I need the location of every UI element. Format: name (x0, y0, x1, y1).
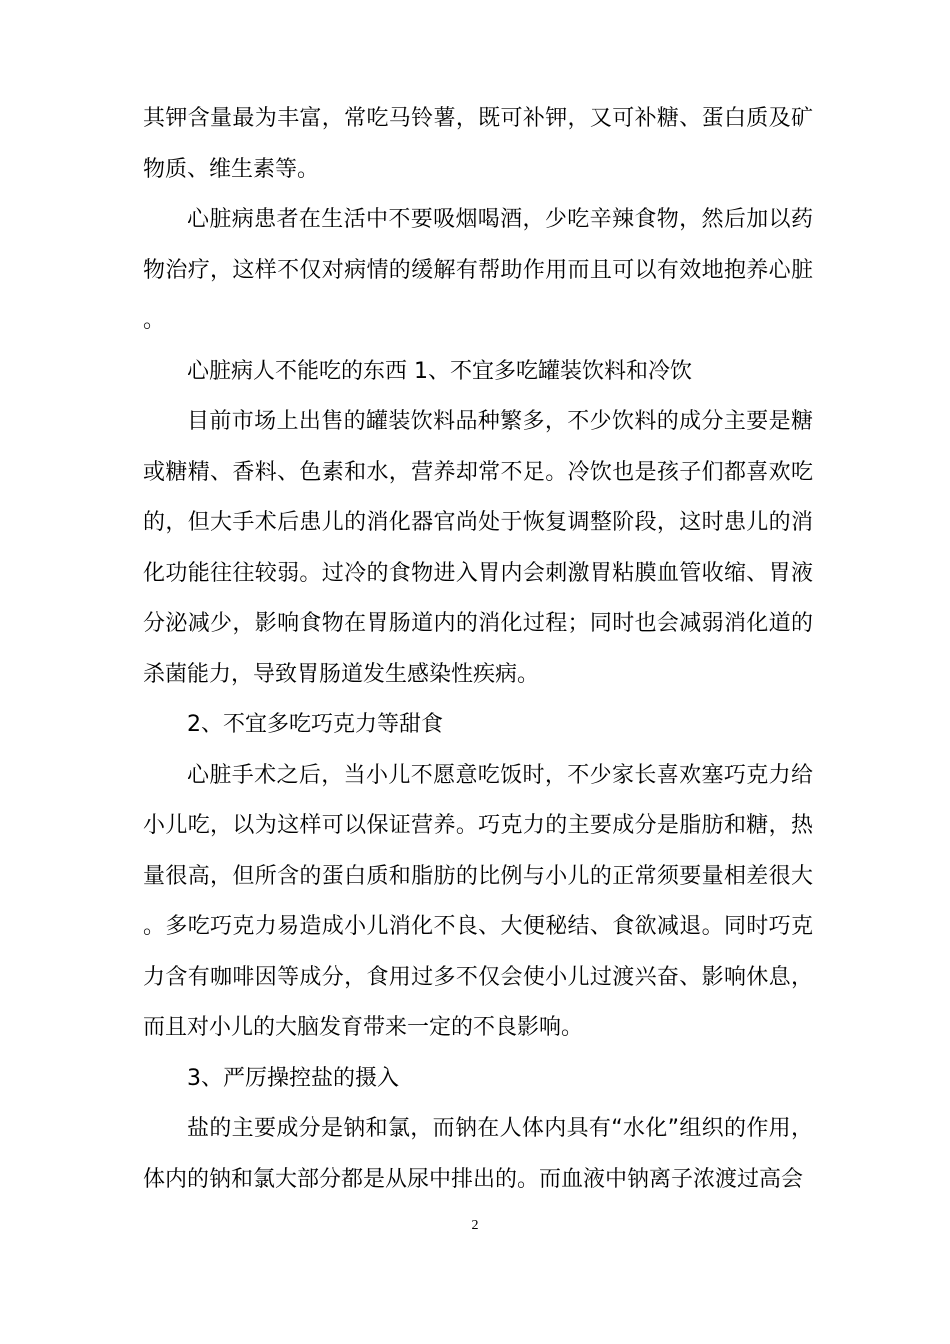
paragraph: 心脏病人不能吃的东西 1、不宜多吃罐装饮料和冷饮 (187, 358, 692, 384)
paragraph: 目前市场上出售的罐装饮料品种繁多，不少饮料的成分主要是糖或糖精、香料、色素和水，营养却常不足。冷饮也是孩子们都喜欢吃的，但大手术后患儿的消化器官尚处于恢复调整阶段，这时患儿的消化功能往往较弱。过冷的食物进入胃内会刺激胃粘膜血管收缩、胃液分泌减少，影响食物在胃肠道内的消化过程；同时也会减弱消化道的杀菌能力，导致胃肠道发生感染性疾病。 (143, 409, 813, 687)
paragraph: 2、不宜多吃巧克力等甜食 (187, 712, 443, 737)
paragraph: 心脏手术之后，当小儿不愿意吃饭时，不少家长喜欢塞巧克力给小儿吃，以为这样可以保证营养。巧克力的主要成分是脂肪和糖，热量很高，但所含的蛋白质和脂肪的比例与小儿的正常须要量相差很大。多吃巧克力易造成小儿消化不良、大便秘结、食欲减退。同时巧克力含有咖啡因等成分，食用过多不仅会使小儿过渡兴奋、影响休息，而且对小儿的大脑发育带来一定的不良影响。 (143, 762, 813, 1040)
document-body (143, 94, 813, 1205)
page-number: 2 (471, 1218, 479, 1233)
paragraph: 其钾含量最为丰富，常吃马铃薯，既可补钾，又可补糖、蛋白质及矿物质、维生素等。 (143, 106, 813, 182)
paragraph: 盐的主要成分是钠和氯，而钠在人体内具有“水化”组织的作用，体内的钠和氯大部分都是从尿中排出的。而血液中钠离子浓渡过高会 (143, 1116, 813, 1192)
paragraph: 心脏病患者在生活中不要吸烟喝酒，少吃辛辣食物，然后加以药物治疗，这样不仅对病情的缓解有帮助作用而且可以有效地抱养心脏。 (143, 207, 813, 333)
paragraph: 3、严厉操控盐的摄入 (187, 1065, 399, 1091)
